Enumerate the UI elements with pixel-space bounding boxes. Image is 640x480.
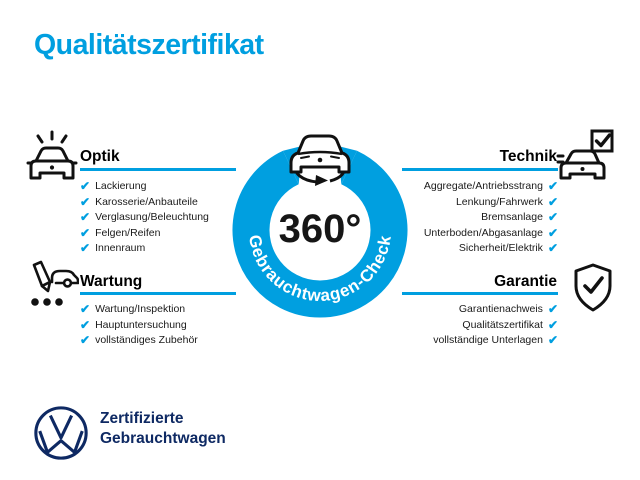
check-icon: ✔ (80, 333, 91, 347)
check-item (459, 304, 558, 315)
check-item-label: Lenkung/Fahrwerk (455, 195, 543, 208)
check-icon: ✔ (80, 194, 91, 209)
check-icon: ✔ (547, 210, 558, 224)
check-item (80, 212, 209, 223)
check-item (433, 335, 558, 346)
checklist-wartung (80, 304, 198, 346)
check-icon: ✔ (547, 194, 558, 209)
ring-label: Gebrauchtwagen-Check (244, 233, 395, 306)
check-item-label: vollständige Unterlagen (433, 334, 543, 346)
check-item (80, 304, 198, 315)
check-icon: ✔ (80, 317, 91, 332)
check-item-label: Verglasung/Beleuchtung (95, 211, 209, 223)
check-item-label: Unterboden/Abgasanlage (423, 226, 543, 239)
section-title-optik: Optik (80, 148, 120, 165)
check-icon: ✔ (80, 225, 91, 240)
check-icon: ✔ (547, 317, 558, 332)
check-item (481, 212, 558, 223)
section-rule-technik (402, 168, 558, 171)
checklist-garantie (433, 304, 558, 346)
check-item (80, 194, 209, 209)
check-item-label: Innenraum (95, 242, 146, 254)
check-item-label: Hauptuntersuchung (95, 318, 187, 331)
check-item-label: Wartung/Inspektion (95, 303, 186, 315)
check-icon: ✔ (80, 302, 91, 316)
check-item-label: Bremsanlage (481, 211, 543, 223)
vw-logo (32, 404, 90, 462)
check-icon: ✔ (80, 210, 91, 224)
car-checkbox-icon (556, 126, 616, 184)
section-title-technik: Technik (499, 148, 557, 165)
check-item (80, 335, 198, 346)
checklist-optik (80, 181, 209, 254)
section-title-wartung: Wartung (80, 273, 143, 290)
check-item-label: Karosserie/Anbauteile (95, 195, 198, 208)
degree-label: 360° (278, 207, 362, 251)
page-title: Qualitätszertifikat (34, 29, 264, 61)
check-icon: ✔ (547, 241, 558, 255)
footer-line-2: Gebrauchtwagen (100, 429, 226, 447)
check-item (80, 181, 209, 192)
section-rule-garantie (402, 292, 558, 295)
checklist-technik (424, 181, 558, 254)
check-item (462, 317, 558, 332)
check-item-label: Aggregate/Antriebsstrang (423, 180, 543, 192)
check-item-label: vollständiges Zubehör (95, 334, 198, 346)
check-item-label: Lackierung (95, 180, 147, 192)
check-icon: ✔ (80, 241, 91, 255)
section-rule-wartung (80, 292, 236, 295)
pencil-car-icon (25, 258, 79, 314)
check-item-label: Garantienachweis (458, 303, 543, 315)
section-rule-optik (80, 168, 236, 171)
check-icon: ✔ (547, 333, 558, 347)
check-item (80, 317, 198, 332)
check-item-label: Sicherheit/Elektrik (458, 242, 543, 254)
section-title-garantie: Garantie (494, 273, 557, 290)
footer-line-1: Zertifizierte (100, 410, 184, 427)
check-item (423, 225, 558, 240)
check-item (80, 243, 209, 254)
check-icon: ✔ (547, 302, 558, 316)
check-item (459, 243, 558, 254)
shield-check-icon (570, 262, 616, 314)
check-icon: ✔ (547, 225, 558, 240)
car-rotation-icon (273, 120, 367, 188)
check-icon: ✔ (547, 179, 558, 193)
car-shine-icon (24, 128, 80, 186)
check-item-label: Felgen/Reifen (95, 226, 161, 239)
check-item (455, 194, 558, 209)
check-icon: ✔ (80, 179, 91, 193)
check-item (424, 181, 558, 192)
check-item-label: Qualitätszertifikat (462, 318, 543, 331)
check-item (80, 225, 209, 240)
footer-brand-text (100, 409, 226, 448)
